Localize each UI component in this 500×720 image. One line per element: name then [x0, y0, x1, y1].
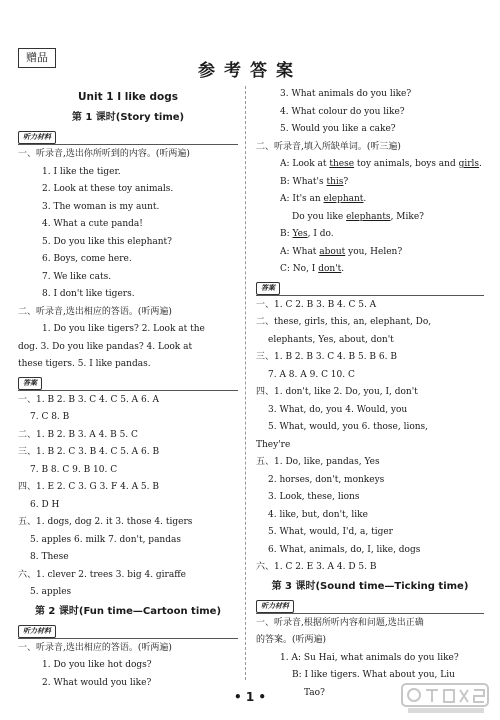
- question-2: 二、听录音,填入所缺单词。(听三遍): [256, 141, 401, 152]
- answer-tag: 答案: [18, 377, 42, 390]
- question-1: 一、听录音,选出你所听到的内容。(听两遍): [18, 149, 190, 159]
- answer-line: 5. What, would, you 6. those, lions,: [268, 422, 429, 432]
- answer-line: 2. horses, don't, monkeys: [268, 474, 385, 485]
- list-item: 3. The woman is my aunt.: [42, 201, 160, 212]
- list-item: 8. I don't like tigers.: [42, 289, 135, 299]
- answer-line: 二、these, girls, this, an, elephant, Do,: [256, 317, 432, 327]
- dialog-line: B: Yes, I do.: [280, 229, 334, 239]
- lesson-2-heading: 第 2 课时(Fun time—Cartoon time): [34, 605, 222, 617]
- answer-line: They're: [256, 439, 291, 450]
- question-1-cont: 的答案。(听两遍): [256, 635, 327, 645]
- dialog-line: B: What's this?: [280, 176, 349, 187]
- answer-line: 五、1. dogs, dog 2. it 3. those 4. tigers: [18, 517, 193, 527]
- list-item: 1. Do you like hot dogs?: [42, 660, 152, 670]
- answer-tag-line: [18, 374, 238, 392]
- listening-tag-line: [18, 622, 238, 640]
- answer-line: 三、1. B 2. B 3. C 4. B 5. B 6. B: [256, 352, 397, 362]
- answer-line: 7. C 8. B: [30, 412, 70, 422]
- gift-label: 赠品: [18, 48, 56, 68]
- answer-line: elephants, Yes, about, don't: [268, 334, 394, 345]
- answer-line: 二、1. B 2. B 3. A 4. B 5. C: [18, 429, 138, 440]
- answer-line: 四、1. don't, like 2. Do, you, I, don't: [256, 387, 418, 397]
- answer-line: 8. These: [30, 552, 69, 562]
- question-1: 一、听录音,选出相应的答语。(听两遍): [18, 642, 172, 653]
- list-item: 1. Do you like tigers? 2. Look at the: [42, 324, 205, 334]
- list-item: 3. What animals do you like?: [280, 89, 412, 99]
- dialog-line: A: What about you, Helen?: [280, 246, 403, 257]
- answer-line: 5. What, would, I'd, a, tiger: [268, 527, 393, 537]
- lesson-1-heading: 第 1 课时(Story time): [71, 112, 185, 123]
- answer-line: 六、1. clever 2. trees 3. big 4. giraffe: [18, 569, 186, 580]
- answer-line: 7. B 8. C 9. B 10. C: [30, 464, 118, 475]
- question-2: 二、听录音,选出相应的答语。(听两遍): [18, 306, 172, 317]
- list-item: 5. Would you like a cake?: [280, 124, 396, 134]
- list-item: 2. Look at these toy animals.: [42, 184, 174, 194]
- answer-line: 4. like, but, don't, like: [268, 509, 368, 520]
- listening-tag: 听力材料: [256, 600, 294, 613]
- dialog-line: A: It's an elephant.: [280, 194, 367, 204]
- answer-tag: 答案: [256, 282, 280, 295]
- listening-tag: 听力材料: [18, 625, 56, 638]
- answer-line: 3. Look, these, lions: [268, 492, 360, 502]
- list-item: 5. Do you like this elephant?: [42, 236, 172, 247]
- answer-line: 五、1. Do, like, pandas, Yes: [256, 457, 380, 467]
- dialog-line: 1. A: Su Hai, what animals do you like?: [280, 652, 459, 663]
- unit-heading: Unit 1 I like dogs: [78, 91, 178, 103]
- list-item: 6. Boys, come here.: [42, 254, 132, 264]
- question-1: 一、听录音,根据所听内容和问题,选出正确: [256, 617, 424, 628]
- column-divider: [245, 86, 247, 680]
- answer-line: 一、1. C 2. B 3. B 4. C 5. A: [256, 299, 377, 310]
- list-item: these tigers. 5. I like pandas.: [18, 359, 151, 369]
- list-item: 1. I like the tiger.: [42, 166, 121, 177]
- answer-tag-line: [256, 279, 484, 297]
- answer-line: 三、1. B 2. C 3. B 4. C 5. A 6. B: [18, 447, 160, 457]
- answer-line: 6. D H: [30, 499, 60, 510]
- answer-line: 6. What, animals, do, I, like, dogs: [268, 544, 421, 555]
- answer-line: 5. apples: [30, 587, 72, 597]
- list-item: dog. 3. Do you like pandas? 4. Look at: [18, 341, 193, 352]
- list-item: 4. What a cute panda!: [42, 219, 143, 229]
- answer-line: 六、1. C 2. E 3. A 4. D 5. B: [256, 562, 377, 572]
- answer-line: 四、1. E 2. C 3. G 3. F 4. A 5. B: [18, 482, 159, 492]
- answer-line: 5. apples 6. milk 7. don't, pandas: [30, 534, 181, 545]
- dialog-line: Tao?: [304, 687, 325, 698]
- watermark-logo-icon: [400, 680, 492, 716]
- dialog-line: B: I like tigers. What about you, Liu: [292, 670, 455, 680]
- list-item: 4. What colour do you like?: [280, 106, 405, 117]
- answer-line: 3. What, do, you 4. Would, you: [268, 404, 408, 415]
- list-item: 2. What would you like?: [42, 677, 152, 688]
- dialog-line: Do you like elephants, Mike?: [292, 211, 424, 222]
- dialog-line: C: No, I don't.: [280, 264, 345, 274]
- dialog-line: A: Look at these toy animals, boys and girls.: [280, 159, 482, 169]
- listening-tag-line: [18, 128, 238, 146]
- list-item: 7. We like cats.: [42, 271, 112, 282]
- listening-tag: 听力材料: [18, 131, 56, 144]
- answer-line: 一、1. B 2. B 3. C 4. C 5. A 6. A: [18, 394, 159, 405]
- page-title: 参考答案: [198, 61, 302, 81]
- left-column: [18, 86, 238, 692]
- answer-line: 7. A 8. A 9. C 10. C: [268, 369, 355, 380]
- lesson-3-heading: 第 3 课时(Sound time—Ticking time): [271, 580, 469, 592]
- right-column: [256, 86, 484, 702]
- page-number: • 1 •: [233, 690, 267, 704]
- listening-tag-line: [256, 597, 484, 615]
